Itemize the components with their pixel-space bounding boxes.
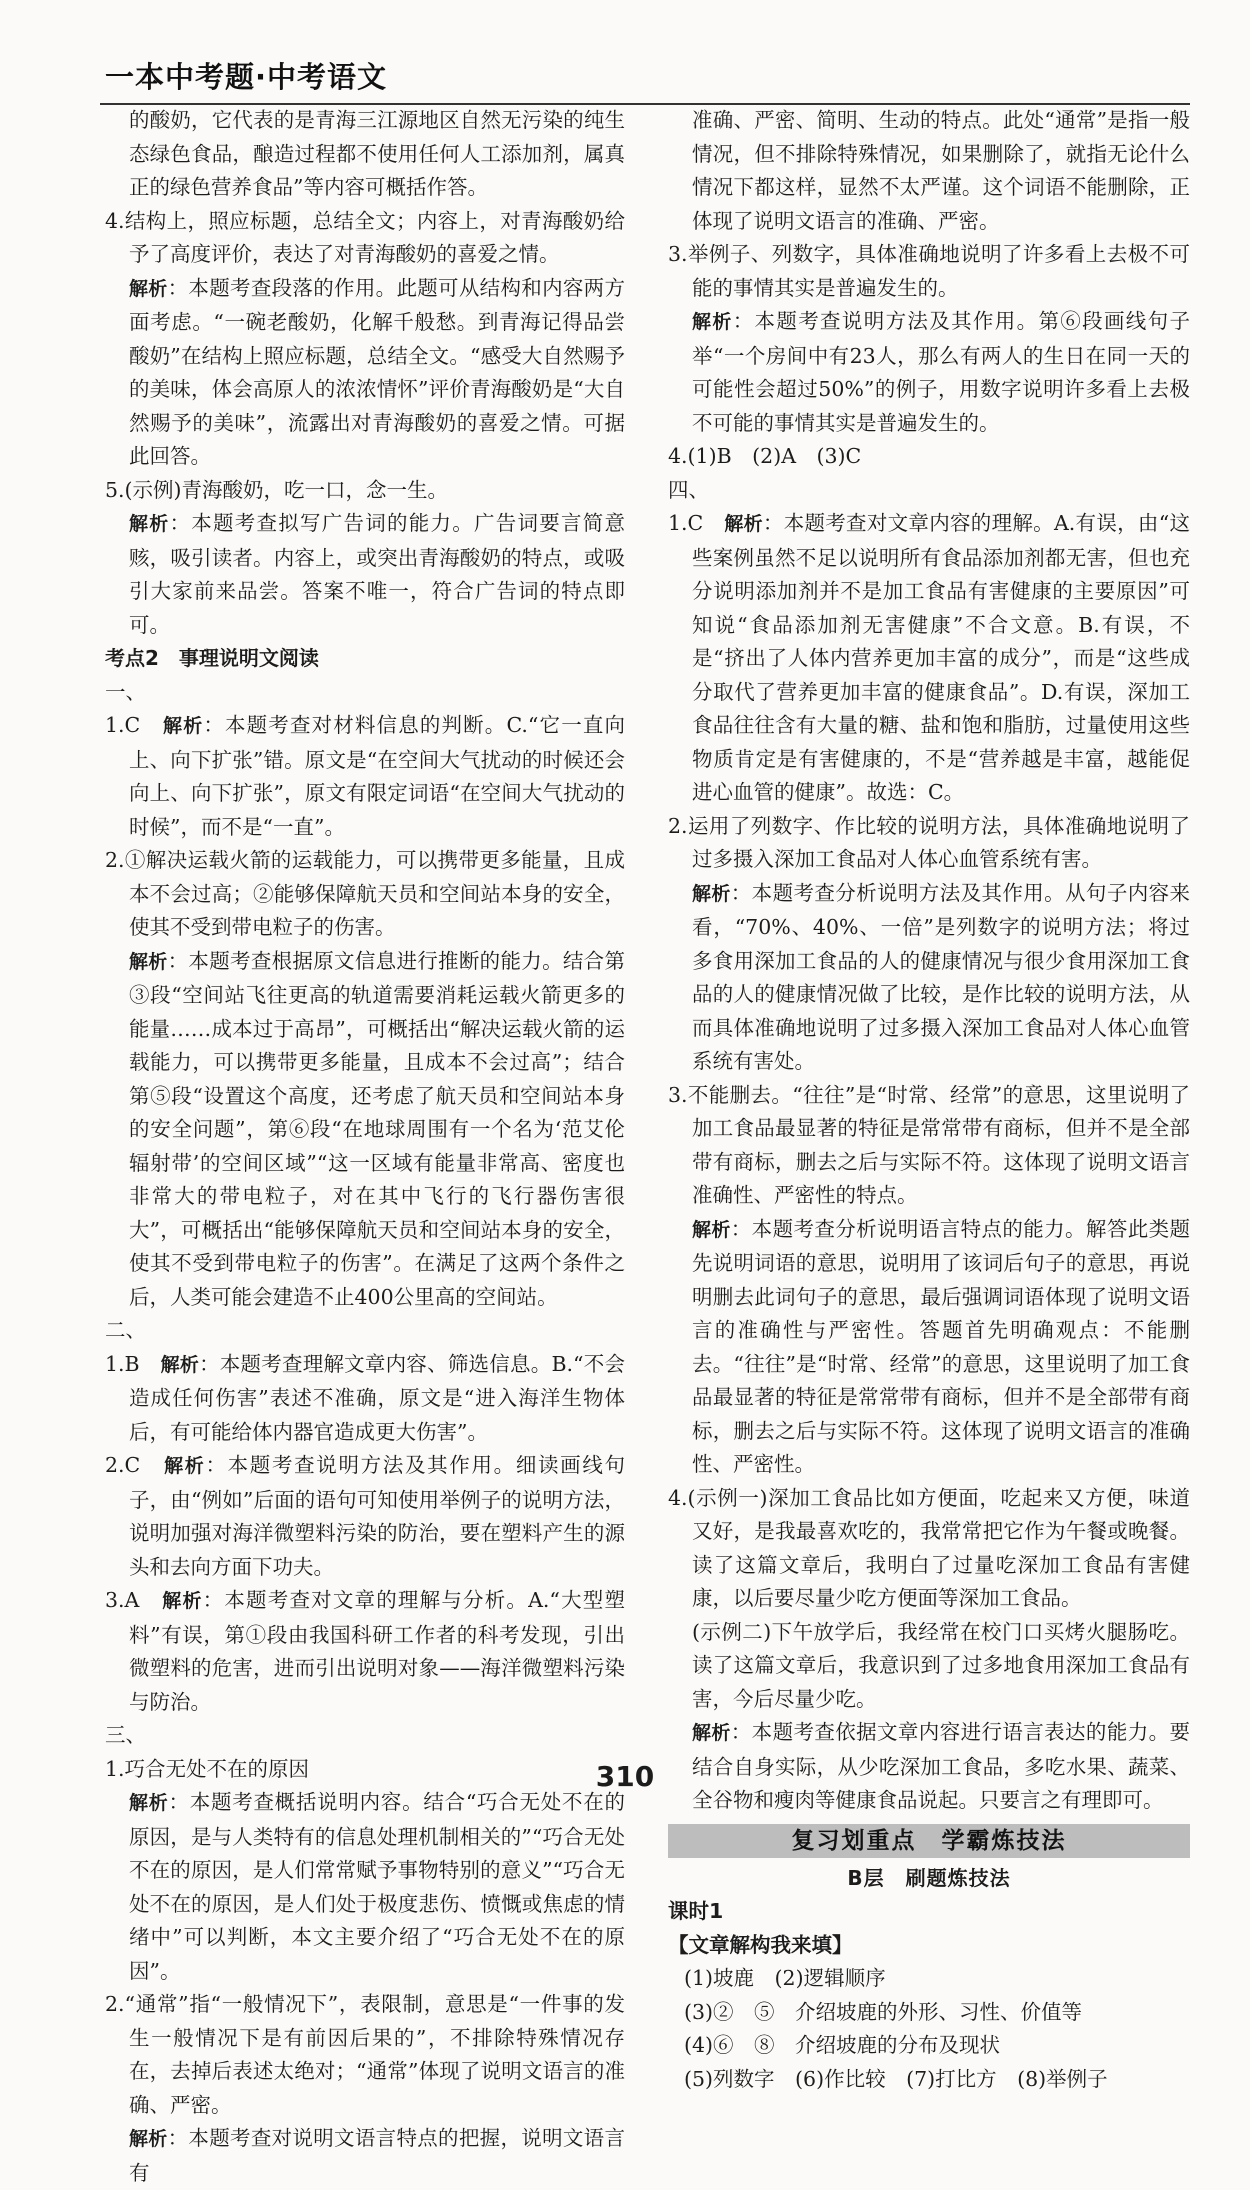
analysis-label: 解析 [160, 1353, 200, 1376]
answer-item: 2.①解决运载火箭的运载能力，可以携带更多能量，且成本不会过高；②能够保障航天员和空间站本身的安全，使其不受到带电粒子的伤害。 [105, 848, 625, 939]
analysis-paragraph: 解析：本题考查分析说明方法及其作用。从句子内容来看，“70%、40%、一倍”是列数字的说明方法；将过多食用深加工食品的人的健康情况与很少食用深加工食品的人的健康情况做了比较，是作比较的说明方法，从而具体准确地说明了过多摄入深加工食品对人体心血管系统有害处。 [692, 880, 1190, 1073]
analysis-paragraph: 解析：本题考查分析说明语言特点的能力。解答此类题先说明词语的意思，说明用了该词后句子的意思，再说明删去此词句子的意思，最后强调词语体现了说明文语言的准确性与严密性。答题首先明确观点：不能删去。“往往”是“时常、经常”的意思，这里说明了加工食品最显著的特征是常常带有商标，但并不是全部带有商标，删去之后与实际不符。这体现了说明文语言的准确性、严密性。 [692, 1216, 1190, 1476]
lesson-label: 课时1 [668, 1899, 724, 1923]
analysis-label: 解析 [129, 950, 168, 973]
analysis-paragraph: 解析：本题考查对说明文语言特点的把握，说明文语言有 [129, 2126, 625, 2185]
level-subheading: B层 刷题炼技法 [847, 1865, 1011, 1890]
answer-item: 2.“通常”指“一般情况下”，表限制，意思是“一件事的发生一般情况下是有前因后果的”，不排除特殊情况存在，去掉后表述太绝对；“通常”体现了说明文语言的准确、严密。 [105, 1992, 625, 2117]
analysis-label: 解析 [129, 513, 170, 535]
review-banner: 复习划重点 学霸炼技法 [668, 1824, 1190, 1858]
analysis-label: 解析 [724, 513, 763, 535]
answer-item: 1.C 解析：本题考查对材料信息的判断。C.“它一直向上、向下扩张”错。原文是“在空间大气扰动的时候还会向上、向下扩张”，原文有限定词语“在空间大气扰动的时候”，而不是“一直”。 [105, 713, 625, 839]
analysis-paragraph: 解析：本题考查根据原文信息进行推断的能力。结合第③段“空间站飞往更高的轨道需要消耗运载火箭更多的能量……成本过于高昂”，可概括出“解决运载火箭的运载能力，可以携带更多能量，且成本不会过高”；结合第⑤段“设置这个高度，还考虑了航天员和空间站本身的安全问题”，第⑥段“在地球周围有一个名为‘范艾伦辐射带’的空间区域”“这一区域有能量非常高、密度也非常大的带电粒子，对在其中飞行的飞行器伤害很大”，可概括出“能够保障航天员和空间站本身的安全，使其不受到带电粒子的伤害”。在满足了这两个条件之后，人类可能会建造不止400公里高的空间站。 [129, 948, 625, 1309]
left-column [105, 104, 625, 2190]
answer-item: 4.(示例一)深加工食品比如方便面，吃起来又方便，味道又好，是我最喜欢吃的，我常常把它作为午餐或晚餐。读了这篇文章后，我明白了过量吃深加工食品有害健康，以后要尽量少吃方便面等深加工食品。 [668, 1485, 1190, 1610]
analysis-label: 解析 [162, 1590, 203, 1612]
answer-item: 3.不能删去。“往往”是“时常、经常”的意思，这里说明了加工食品最显著的特征是常常带有商标，但并不是全部带有商标，删去之后与实际不符。这体现了说明文语言准确性、严密性的特点。 [668, 1082, 1190, 1207]
answer-item: 2.运用了列数字、作比较的说明方法，具体准确地说明了过多摄入深加工食品对人体心血管系统有害。 [668, 813, 1190, 871]
analysis-label: 解析 [129, 277, 168, 300]
part-number: 三、 [105, 1723, 146, 1747]
analysis-paragraph: 解析：本题考查概括说明内容。结合“巧合无处不在的原因，是与人类特有的信息处理机制相关的”“巧合无处不在的原因，是人们常常赋予事物特别的意义”“巧合无处不在的原因，是人们处于极度悲伤、愤慨或焦虑的情绪中”可以判断，本文主要介绍了“巧合无处不在的原因”。 [129, 1790, 625, 1983]
fill-in-line: (1)坡鹿 (2)逻辑顺序 [684, 1966, 886, 1990]
continuation-text: 准确、严密、简明、生动的特点。此处“通常”是指一般情况，但不排除特殊情况，如果删除了，就指无论什么情况下都这样，显然不太严谨。这个词语不能删除，正体现了说明文语言的准确、严密。 [692, 108, 1190, 233]
running-head-title: 一本中考题·中考语文 [105, 60, 388, 94]
section-heading: 考点2 事理说明文阅读 [105, 646, 319, 670]
part-number: 一、 [105, 679, 146, 704]
answer-item: 4.(1)B (2)A (3)C [668, 444, 862, 468]
answer-item: 4.结构上，照应标题，总结全文；内容上，对青海酸奶给予了高度评价，表达了对青海酸奶的喜爱之情。 [105, 208, 625, 266]
fill-in-line: (5)列数字 (6)作比较 (7)打比方 (8)举例子 [684, 2066, 1108, 2091]
analysis-label: 解析 [129, 2128, 168, 2150]
answer-item: 3.举例子、列数字，具体准确地说明了许多看上去极不可能的事情其实是普遍发生的。 [668, 242, 1190, 300]
analysis-label: 解析 [692, 1218, 731, 1241]
analysis-label: 解析 [164, 1455, 206, 1477]
part-number: 二、 [105, 1318, 146, 1342]
answer-item: 1.C 解析：本题考查对文章内容的理解。A.有误，由“这些案例虽然不足以说明所有食品添加剂都无害，但也充分说明添加剂并不是加工食品有害健康的主要原因”可知说“食品添加剂无害健康”不合文意。B.有误，不是“挤出了人体内营养更加丰富的成分”，而是“这些成分取代了营养更加丰富的健康食品”。D.有误，深加工食品往往含有大量的糖、盐和饱和脂肪，过量使用这些物质肯定是有害健康的，不是“营养越是丰富，越能促进心血管的健康”。故选：C。 [668, 511, 1190, 804]
analysis-label: 解析 [692, 882, 731, 905]
example-answer: (示例二)下午放学后，我经常在校门口买烤火腿肠吃。读了这篇文章后，我意识到了过多地食用深加工食品有害，今后尽量少吃。 [692, 1619, 1190, 1711]
answer-item: 3.A 解析：本题考查对文章的理解与分析。A.“大型塑料”有误，第①段由我国科研工作者的科考发现，引出微塑料的危害，进而引出说明对象——海洋微塑料污染与防治。 [105, 1588, 625, 1714]
part-number: 四、 [668, 477, 709, 502]
analysis-paragraph: 解析：本题考查说明方法及其作用。第⑥段画线句子举“一个房间中有23人，那么有两人的生日在同一天的可能性会超过50%”的例子，用数字说明许多看上去极不可能的事情其实是普遍发生的。 [692, 309, 1190, 435]
page-number: 310 [595, 1760, 655, 1793]
fill-in-line: (3)② ⑤ 介绍坡鹿的外形、习性、价值等 [684, 1999, 1083, 2024]
right-column [668, 104, 1190, 2096]
analysis-paragraph: 解析：本题考查拟写广告词的能力。广告词要言简意赅，吸引读者。内容上，或突出青海酸奶的特点，或吸引大家前来品尝。答案不唯一，符合广告词的特点即可。 [129, 511, 625, 637]
analysis-label: 解析 [692, 1722, 731, 1744]
analysis-label: 解析 [129, 1792, 169, 1814]
answer-item: 5.(示例)青海酸奶，吃一口，念一生。 [105, 477, 449, 502]
analysis-paragraph: 解析：本题考查段落的作用。此题可从结构和内容两方面考虑。“一碗老酸奶，化解千般愁。到青海记得品尝酸奶”在结构上照应标题，总结全文。“感受大自然赐予的美味，体会高原人的浓浓情怀”评价青海酸奶是“大自然赐予的美味”，流露出对青海酸奶的喜爱之情。可据此回答。 [129, 275, 625, 468]
fill-in-line: (4)⑥ ⑧ 介绍坡鹿的分布及现状 [684, 2033, 1001, 2057]
answer-item: 2.C 解析：本题考查说明方法及其作用。细读画线句子，由“例如”后面的语句可知使用举例子的说明方法，说明加强对海洋微塑料污染的防治，要在塑料产生的源头和去向方面下功夫。 [105, 1453, 625, 1579]
answer-item: 1.B 解析：本题考查理解文章内容、筛选信息。B.“不会造成任何伤害”表述不准确，原文是“进入海洋生物体后，有可能给体内器官造成更大伤害”。 [105, 1351, 625, 1444]
analysis-label: 解析 [163, 715, 204, 737]
analysis-paragraph: 解析：本题考查依据文章内容进行语言表达的能力。要结合自身实际，从少吃深加工食品，多吃水果、蔬菜、全谷物和瘦肉等健康食品说起。只要言之有理即可。 [692, 1720, 1190, 1812]
structure-box-title: 【文章解构我来填】 [668, 1932, 853, 1957]
answer-item: 1.巧合无处不在的原因 [105, 1756, 310, 1781]
analysis-label: 解析 [692, 311, 733, 333]
continuation-text: 的酸奶，它代表的是青海三江源地区自然无污染的纯生态绿色食品，酿造过程都不使用任何人工添加剂，属真正的绿色营养食品”等内容可概括作答。 [129, 108, 625, 199]
